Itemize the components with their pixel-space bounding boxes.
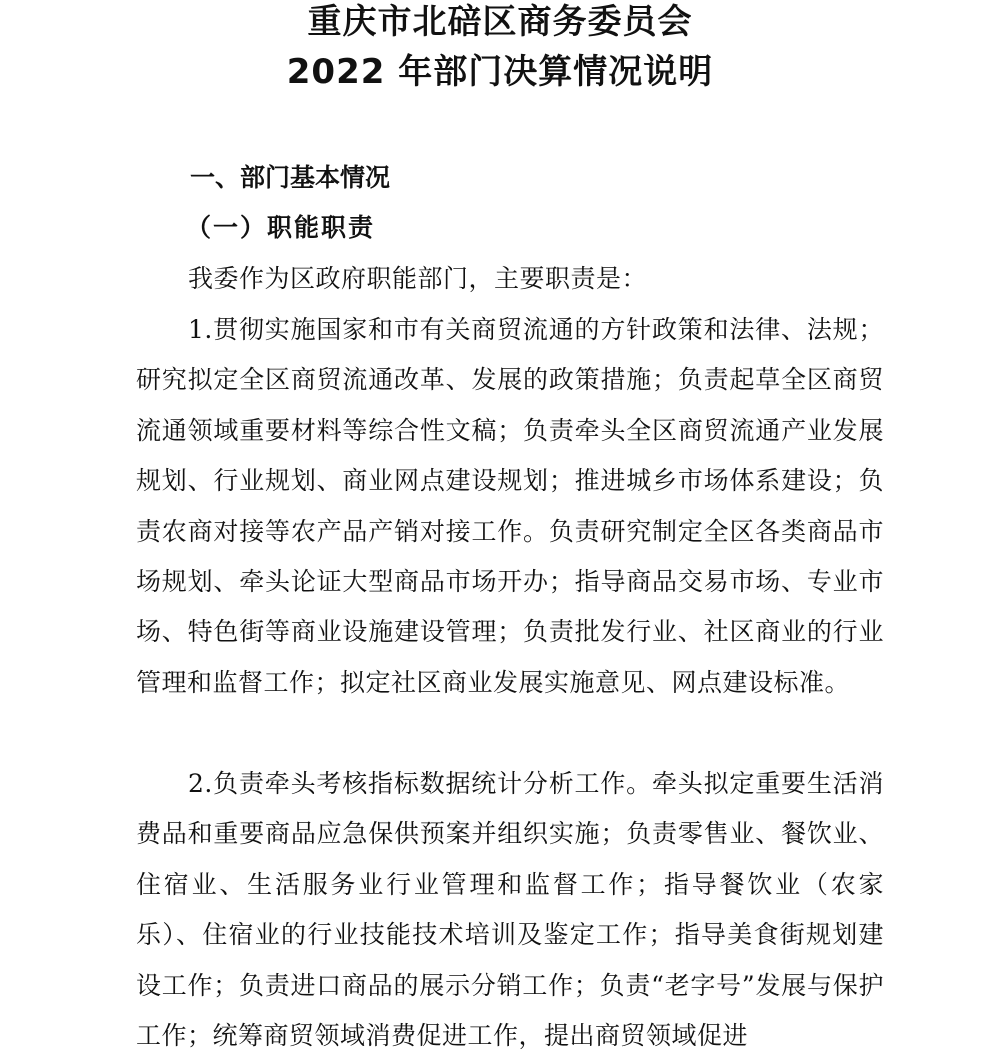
section-heading: 一、部门基本情况 (190, 163, 391, 192)
paragraph-duty-1: 1.贯彻实施国家和市有关商贸流通的方针政策和法律、法规；研究拟定全区商贸流通改革、发展的政策措施；负责起草全区商贸流通领域重要材料等综合性文稿；负责牵头全区商贸流通产业发展规划、行业规划、商业网点建设规划；推进城乡市场体系建设；负责农商对接等农产品产销对接工作。负责研究制定全区各类商品市场规划、牵头论证大型商品市场开办；指导商品交易市场、专业市场、特色街等商业设施建设管理；负责批发行业、社区商业的行业管理和监督工作；拟定社区商业发展实施意见、网点建设标准。 (136, 315, 884, 697)
paragraph-intro: 我委作为区政府职能部门，主要职责是： (188, 264, 648, 293)
document-title-line2: 2022 年部门决算情况说明 (286, 52, 714, 92)
subsection-heading: （一）职能职责 (186, 213, 376, 242)
paragraph-duty-2: 2.负责牵头考核指标数据统计分析工作。牵头拟定重要生活消费品和重要商品应急保供预案并组织实施；负责零售业、餐饮业、住宿业、生活服务业行业管理和监督工作；指导餐饮业（农家乐）、住宿业的行业技能技术培训及鉴定工作；指导美食街规划建设工作；负责进口商品的展示分销工作；负责“老字号”发展与保护工作；统筹商贸领域消费促进工作，提出商贸领域促进 (136, 769, 884, 1051)
document-title-line1: 重庆市北碚区商务委员会 (307, 2, 693, 42)
